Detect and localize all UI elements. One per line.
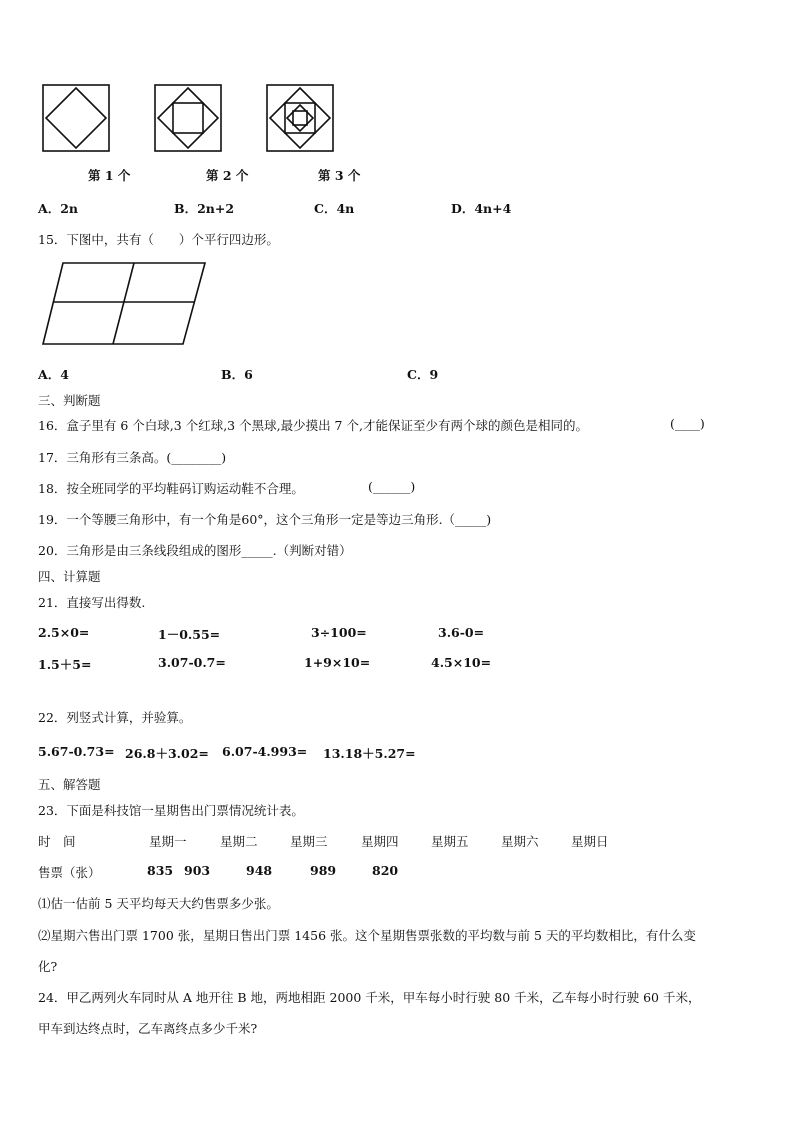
pattern-figure-1: [42, 84, 110, 152]
q15-option-a[interactable]: A．4: [38, 367, 69, 382]
q19-question: 19．一个等腰三角形中，有一个角是60°，这个三角形一定是等边三角形.（_____): [38, 512, 492, 527]
q22-item: 26.8＋3.02=: [125, 746, 209, 761]
ticket-table-header-label: 时 间: [38, 834, 76, 849]
ticket-table-value: 903: [184, 863, 211, 878]
ticket-table-value: 989: [310, 863, 337, 878]
q22-item: 5.67-0.73=: [38, 744, 115, 759]
ticket-table-day: 星期六: [501, 834, 539, 849]
ticket-table-value: 948: [246, 863, 273, 878]
q16-question: 16．盒子里有 6 个白球,3 个红球,3 个黑球,最少摸出 7 个,才能保证至少有两个球的颜色是相同的。: [38, 418, 588, 433]
section-4-title: 四、计算题: [38, 569, 101, 584]
parallelogram-figure: [40, 260, 210, 350]
q15-option-c[interactable]: C．9: [407, 367, 439, 382]
q15-question: 15．下图中，共有（ ）个平行四边形。: [38, 232, 279, 247]
q21-item: 4.5×10=: [431, 655, 492, 670]
q23-subquestion-2-cont: 化?: [38, 959, 58, 974]
pattern-figure-2: [154, 84, 222, 152]
q21-item: 1+9×10=: [304, 655, 371, 670]
figure-caption-1: 第 1 个: [88, 168, 131, 183]
q14-option-b[interactable]: B．2n+2: [174, 201, 235, 216]
q24-question-cont: 甲车到达终点时，乙车离终点多少千米?: [38, 1021, 258, 1036]
q23-subquestion-2: ⑵星期六售出门票 1700 张，星期日售出门票 1456 张。这个星期售票张数的平均数与前 5 天的平均数相比，有什么变: [38, 928, 696, 943]
q18-question: 18．按全班同学的平均鞋码订购运动鞋不合理。: [38, 481, 304, 496]
ticket-table-day: 星期五: [431, 834, 469, 849]
q18-answer-blank[interactable]: (______): [368, 479, 416, 494]
ticket-table-day: 星期日: [571, 834, 609, 849]
ticket-table-day: 星期二: [220, 834, 258, 849]
q23-subquestion-1: ⑴估一估前 5 天平均每天大约售票多少张。: [38, 896, 279, 911]
pattern-figure-3: [266, 84, 334, 152]
q22-question: 22．列竖式计算，并验算。: [38, 710, 192, 725]
q23-question: 23．下面是科技馆一星期售出门票情况统计表。: [38, 803, 304, 818]
ticket-table-value: 835: [147, 863, 174, 878]
q14-option-d[interactable]: D．4n+4: [451, 201, 512, 216]
ticket-table-day: 星期四: [361, 834, 399, 849]
q21-item: 3÷100=: [311, 625, 367, 640]
q22-item: 6.07-4.993=: [222, 744, 308, 759]
ticket-table-value: 820: [372, 863, 399, 878]
q17-question: 17．三角形有三条高。(________): [38, 450, 227, 465]
ticket-table-day: 星期一: [149, 834, 187, 849]
q15-option-b[interactable]: B．6: [221, 367, 253, 382]
q14-option-a[interactable]: A．2n: [38, 201, 78, 216]
q22-item: 13.18＋5.27=: [323, 746, 416, 761]
q21-question: 21．直接写出得数.: [38, 595, 146, 610]
q21-item: 3.07-0.7=: [158, 655, 226, 670]
q21-item: 3.6-0=: [438, 625, 485, 640]
ticket-table-day: 星期三: [290, 834, 328, 849]
q14-option-c[interactable]: C．4n: [314, 201, 355, 216]
figure-caption-2: 第 2 个: [206, 168, 249, 183]
q21-item: 1.5＋5=: [38, 657, 92, 672]
q21-item: 1－0.55=: [158, 627, 221, 642]
section-5-title: 五、解答题: [38, 777, 101, 792]
q21-item: 2.5×0=: [38, 625, 90, 640]
ticket-table-row-label: 售票（张）: [38, 865, 101, 880]
q24-question: 24．甲乙两列火车同时从 A 地开往 B 地，两地相距 2000 千米，甲车每小时行驶 80 千米，乙车每小时行驶 60 千米，: [38, 990, 701, 1005]
section-3-title: 三、判断题: [38, 393, 101, 408]
figure-caption-3: 第 3 个: [318, 168, 361, 183]
q16-answer-blank[interactable]: (____): [670, 416, 705, 431]
q20-question: 20．三角形是由三条线段组成的图形_____.（判断对错）: [38, 543, 352, 558]
